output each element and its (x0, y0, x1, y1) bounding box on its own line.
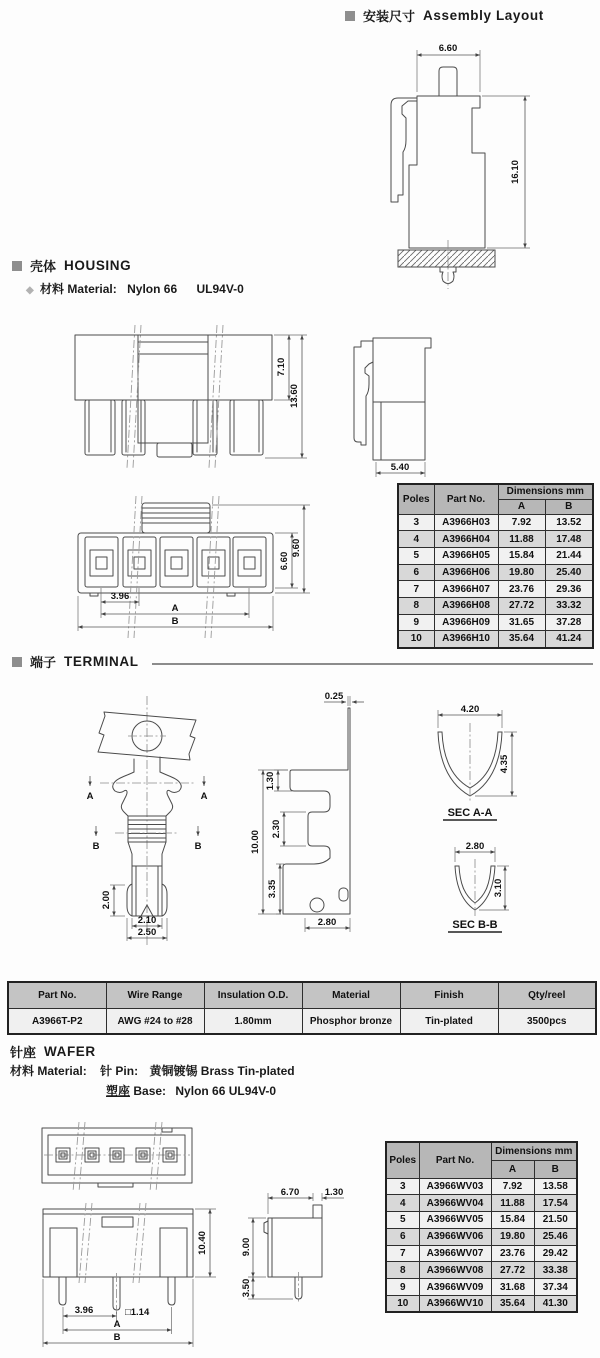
housing-front-view-drawing (55, 320, 307, 480)
wafer-section-header (10, 1042, 96, 1061)
housing-table (397, 483, 594, 649)
terminal-col-qty: Qty/reel (498, 982, 596, 1009)
assembly-title-zh: 安装尺寸 (363, 9, 416, 24)
terminal-side-view-drawing (240, 688, 380, 956)
dim-wafer-side-tab: 1.30 (324, 1187, 344, 1198)
terminal-title-en: TERMINAL (64, 654, 139, 669)
housing-front-dimensions (265, 335, 307, 458)
sec-bb-label: SEC B-B (452, 919, 498, 931)
terminal-col-wire: Wire Range (106, 982, 204, 1009)
dim-terminal-side-h: 10.00 (250, 830, 261, 854)
table-row: A3966T-P2 AWG #24 to #28 1.80mm Phosphor bronze Tin-plated 3500pcs (8, 1009, 596, 1035)
dim-sec-bb-h: 3.10 (493, 878, 504, 898)
wafer-material-zh: 材料 (10, 1064, 35, 1078)
dim-housing-B: B (171, 616, 179, 627)
dim-sec-aa-h: 4.35 (499, 754, 510, 774)
dim-housing-bottom-h1: 6.60 (279, 551, 290, 571)
wafer-pin-label: Pin: (115, 1064, 139, 1078)
terminal-divider (152, 663, 593, 665)
table-row: 4 A3966H04 11.88 17.48 (398, 531, 593, 548)
wafer-front-outline (43, 1203, 193, 1315)
wafer-base-label: Base: (133, 1084, 167, 1098)
dim-housing-pitch: 3.96 (110, 591, 130, 602)
sec-b-marker-left: B (92, 841, 100, 852)
sec-bb-drawing (433, 843, 548, 941)
wafer-material-line-2 (106, 1082, 276, 1099)
dim-wafer-B: B (113, 1332, 121, 1343)
dim-terminal-side-3: 3.35 (267, 879, 278, 899)
table-row: 10 A3966H10 35.64 41.24 (398, 631, 593, 648)
dim-terminal-side-1: 1.30 (265, 771, 276, 791)
terminal-spec-table (7, 981, 597, 1035)
dim-housing-front-2: 13.60 (289, 384, 300, 408)
wafer-side-dimensions (241, 1187, 344, 1299)
assembly-outline (391, 67, 495, 289)
dim-wafer-side-w: 6.70 (280, 1187, 300, 1198)
wafer-material-line-1 (10, 1062, 295, 1079)
table-row: 5 A3966H05 15.84 21.44 (398, 547, 593, 564)
dim-assembly-width: 6.60 (438, 43, 458, 54)
wafer-col-part: Part No. (419, 1142, 491, 1178)
dim-assembly-height: 16.10 (510, 160, 521, 184)
terminal-front-outline (98, 696, 196, 946)
wafer-top-view-drawing (28, 1116, 233, 1196)
wafer-top-outline (42, 1122, 192, 1192)
wafer-base-zh: 塑座 (106, 1084, 131, 1098)
assembly-layout-drawing (368, 40, 563, 290)
table-row: 9 A3966H09 31.65 37.28 (398, 614, 593, 631)
sec-aa-label: SEC A-A (447, 807, 493, 819)
dim-terminal-front-2: 2.10 (137, 915, 157, 926)
sec-bb-dimensions (455, 841, 509, 910)
section-bullet-icon (12, 657, 22, 667)
assembly-section-header (345, 6, 544, 25)
table-row: 7 A3966WV07 23.76 29.42 (386, 1245, 577, 1262)
wafer-col-b: B (534, 1160, 577, 1178)
terminal-title-zh: 端子 (30, 655, 57, 670)
wafer-front-dimensions (43, 1209, 216, 1347)
housing-col-b: B (545, 499, 593, 514)
table-row: 3 A3966H03 7.92 13.52 (398, 514, 593, 531)
assembly-dimensions (417, 43, 530, 248)
table-row: 8 A3966H08 27.72 33.32 (398, 597, 593, 614)
dim-wafer-front-h: 10.40 (197, 1231, 208, 1255)
wafer-title-en: WAFER (44, 1044, 96, 1059)
dim-wafer-pin-square: □1.14 (125, 1307, 150, 1318)
housing-side-outline (354, 338, 431, 460)
terminal-col-finish: Finish (400, 982, 498, 1009)
wafer-side-view-drawing (240, 1183, 375, 1355)
housing-material-zh: 材料 (40, 282, 65, 296)
dim-terminal-side-t: 0.25 (324, 691, 344, 702)
wafer-front-view-drawing (28, 1203, 243, 1355)
dim-terminal-front-1: 2.00 (101, 890, 112, 910)
wafer-material-label: Material: (37, 1064, 87, 1078)
wafer-side-outline (264, 1205, 322, 1304)
housing-front-outline (75, 325, 272, 468)
table-row: 10 A3966WV10 35.64 41.30 (386, 1296, 577, 1313)
diamond-bullet-icon: ◆ (26, 285, 34, 296)
terminal-front-view-drawing (70, 688, 230, 956)
housing-col-dims: Dimensions mm (498, 484, 593, 499)
dim-sec-aa-w: 4.20 (460, 704, 480, 715)
table-row: 6 A3966H06 19.80 25.40 (398, 564, 593, 581)
dim-wafer-pitch: 3.96 (74, 1305, 94, 1316)
sec-bb-outline (455, 859, 495, 917)
assembly-title-en: Assembly Layout (423, 8, 544, 23)
sec-b-marker-right: B (194, 841, 202, 852)
housing-material-line (26, 280, 244, 297)
section-bullet-icon (12, 261, 22, 271)
terminal-side-dimensions (250, 691, 364, 932)
housing-mating-view-drawing (42, 488, 332, 643)
wafer-pin-value-en: Brass Tin-plated (200, 1064, 295, 1078)
table-row: 6 A3966WV06 19.80 25.46 (386, 1228, 577, 1245)
table-row: 8 A3966WV08 27.72 33.38 (386, 1262, 577, 1279)
dim-housing-side-w: 5.40 (390, 462, 410, 473)
dim-wafer-A: A (113, 1319, 121, 1330)
terminal-col-part: Part No. (8, 982, 106, 1009)
terminal-front-dimensions (101, 885, 167, 941)
housing-section-header (12, 256, 131, 275)
terminal-section-header (12, 652, 139, 671)
housing-title-zh: 壳体 (30, 259, 57, 274)
wafer-pin-zh: 针 (100, 1064, 113, 1078)
terminal-side-outline (283, 708, 350, 914)
section-bullet-icon (345, 11, 355, 21)
housing-col-part: Part No. (434, 484, 498, 514)
wafer-pin-value-zh: 黄铜镀锡 (149, 1064, 198, 1078)
wafer-col-poles: Poles (386, 1142, 419, 1178)
housing-col-a: A (498, 499, 545, 514)
dim-sec-bb-w: 2.80 (465, 841, 485, 852)
sec-aa-drawing (425, 703, 550, 828)
housing-side-dimensions (376, 462, 425, 477)
dim-terminal-side-w: 2.80 (317, 917, 337, 928)
housing-cavities (85, 537, 266, 587)
wafer-base-value: Nylon 66 UL94V-0 (175, 1084, 277, 1098)
wafer-title-zh: 针座 (10, 1045, 37, 1060)
table-row: 5 A3966WV05 15.84 21.50 (386, 1212, 577, 1229)
housing-material-label: Material: (67, 282, 117, 296)
housing-title-en: HOUSING (64, 258, 132, 273)
dim-housing-A: A (171, 603, 179, 614)
sec-aa-dimensions (438, 704, 517, 796)
dim-terminal-side-2: 2.30 (271, 819, 282, 839)
dim-wafer-side-pin: 3.50 (241, 1278, 252, 1298)
terminal-col-material: Material (302, 982, 400, 1009)
housing-side-view-drawing (328, 328, 445, 480)
housing-material-value: Nylon 66 (127, 282, 178, 296)
dim-housing-front-1: 7.10 (276, 357, 287, 377)
wafer-table (385, 1141, 578, 1313)
sec-a-marker-left: A (86, 791, 94, 802)
dim-terminal-front-3: 2.50 (137, 927, 157, 938)
table-row: 7 A3966H07 23.76 29.36 (398, 581, 593, 598)
wafer-col-dims: Dimensions mm (491, 1142, 577, 1160)
sec-a-marker-right: A (200, 791, 208, 802)
table-row: 3 A3966WV03 7.92 13.58 (386, 1178, 577, 1195)
table-row: 4 A3966WV04 11.88 17.54 (386, 1195, 577, 1212)
sec-aa-outline (438, 723, 502, 803)
housing-material-value2: UL94V-0 (196, 282, 244, 296)
terminal-col-insulation: Insulation O.D. (204, 982, 302, 1009)
table-row: 9 A3966WV09 31.68 37.34 (386, 1279, 577, 1296)
dim-wafer-side-h: 9.00 (241, 1237, 252, 1257)
dim-housing-bottom-h2: 9.60 (291, 538, 302, 558)
housing-col-poles: Poles (398, 484, 434, 514)
wafer-col-a: A (491, 1160, 534, 1178)
